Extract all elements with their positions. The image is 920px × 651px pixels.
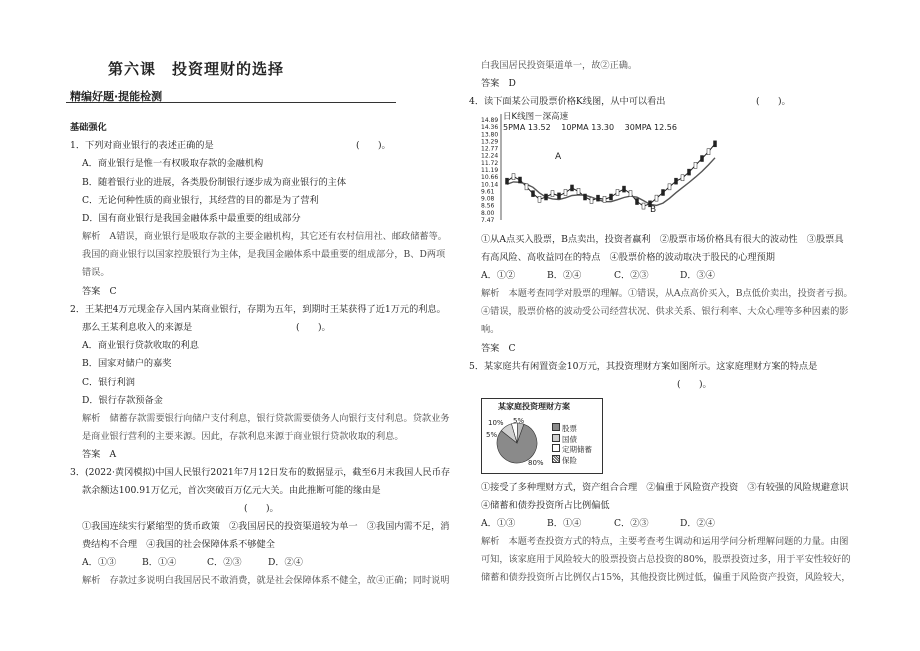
q2-option-c: C．银行利润 — [82, 377, 135, 388]
k-chart-candle — [610, 194, 613, 200]
k-chart-candle — [577, 188, 580, 194]
k-chart-candle — [512, 174, 515, 180]
q4-answer: 答案 C — [481, 343, 516, 354]
q5-explain-1: 解析 本题考查投资方式的特点，主要考查考生调动和运用学问分析理解问题的力量。由图 — [481, 536, 849, 547]
k-chart-tick-label: 13.29 — [481, 138, 499, 146]
legend-swatch — [552, 455, 560, 463]
q1-option-c: C．无论何种性质的商业银行，其经营的目的都是为了营利 — [82, 195, 319, 206]
q5-explain-2: 可知，该家庭用于风险较大的股票投资占总投资的80%，股票投资过多，用于平安性较好的 — [481, 554, 851, 565]
q5-paren: ( )。 — [677, 379, 712, 390]
q3-stem-2: 款余额达100.91万亿元，首次突破百万亿元大关。由此推断可能的缘由是 — [82, 485, 381, 496]
section-label: 精编好题·提能检测 — [70, 90, 163, 103]
k-chart-candle — [558, 193, 561, 199]
k-chart-candle — [590, 197, 593, 203]
k-chart-candle — [714, 141, 717, 147]
q3-items-1: ①我国连续实行紧缩型的货币政策 ②我国居民的投资渠道较为单一 ③我国内需不足，消 — [82, 521, 450, 532]
k-chart-candle — [519, 177, 522, 183]
q2-explain-2: 是商业银行营利的主要来源。因此，存款利息来源于商业银行贷款收取的利息。 — [82, 431, 404, 442]
pie-title: 某家庭投资理财方案 — [498, 402, 570, 411]
k-chart-tick-label: 13.80 — [481, 131, 499, 139]
pie-label-dingqi: 5% — [513, 417, 525, 425]
k-chart-candle — [655, 195, 658, 201]
k-chart-candle — [668, 184, 671, 190]
k-chart-candle — [681, 175, 684, 181]
legend-label: 定期储蓄 — [562, 445, 592, 454]
k-chart-candle — [616, 189, 619, 195]
q4-choice-b: B．②④ — [547, 270, 582, 281]
k-chart-candle — [584, 194, 587, 200]
q1-paren: ( )。 — [356, 140, 391, 151]
q4-items-1: ①从A点买入股票，B点卖出，投资者赢利 ②股票市场价格具有很大的波动性 ③股票具 — [481, 234, 844, 245]
legend-item-gupiao — [552, 423, 592, 434]
k-chart-candle — [694, 162, 697, 168]
q3-items-2: 费结构不合理 ④我国的社会保障体系不够健全 — [82, 539, 275, 550]
k-chart-candle — [623, 186, 626, 192]
q1-explain-3: 错误。 — [82, 267, 110, 278]
q3-paren: ( )。 — [244, 503, 279, 514]
q2-paren: ( )。 — [296, 322, 331, 333]
k-chart-candle — [629, 191, 632, 197]
k-chart-candle — [506, 178, 509, 184]
q2-stem-1: 2．王某把4万元现金存入国内某商业银行，存期为五年，到期时王某获得了近1万元的利息。 — [70, 304, 446, 315]
legend-item-dingqi — [552, 444, 592, 455]
q4-choice-d: D．③④ — [680, 270, 715, 281]
q4-explain-1: 解析 本题考查同学对股票的理解。①错误，从A点高价买入，B点低价卖出，投资者亏损。 — [481, 288, 853, 299]
q2-stem-2: 那么王某利息收入的来源是 — [82, 322, 193, 333]
k-chart-tick-label: 12.24 — [481, 152, 499, 160]
q3-choice-c: C．②③ — [207, 557, 242, 568]
k-chart-tick-label: 11.72 — [481, 159, 499, 167]
k-chart-tick-label: 9.61 — [481, 188, 495, 196]
k-chart-tick-label: 10.14 — [481, 181, 499, 189]
point-a-label: A — [555, 152, 562, 162]
k-chart-tick-label: 11.19 — [481, 167, 499, 174]
q4-explain-2: ④错误，股票价格的波动受公司经营状况、供求关系、银行利率、大众心理等多种因素的影 — [481, 306, 849, 317]
legend-label: 国债 — [562, 434, 577, 444]
q5-explain-3: 储蓄和债券投资所占比例仅占15%，其他投资比例过低，偏重于风险资产投资，风险较大， — [481, 572, 851, 583]
stock-k-chart — [481, 112, 721, 225]
q1-option-b: B．随着银行业的进展，各类股份制银行逐步成为商业银行的主体 — [82, 177, 347, 188]
k-chart-tick-label: 9.08 — [481, 195, 495, 203]
k-chart-ma-legend: 5PMA 13.52 10PMA 13.30 30MPA 12.56 — [503, 123, 677, 132]
q4-stem: 4．读下面某公司股票价格K线图，从中可以看出 — [469, 96, 666, 107]
q5-choice-a: A．①③ — [481, 518, 516, 529]
pie-legend — [552, 423, 592, 465]
k-chart-candle — [701, 156, 704, 162]
k-chart-candle — [688, 169, 691, 175]
legend-item-guozhai — [552, 434, 592, 445]
q4-paren: ( )。 — [756, 96, 791, 107]
k-chart-candle — [545, 194, 548, 200]
q4-explain-3: 响。 — [481, 324, 500, 335]
k-chart-candle — [538, 196, 541, 202]
k-chart-tick-label: 8.56 — [481, 202, 495, 210]
section-header — [66, 88, 396, 101]
pie-label-baoxian: 5% — [486, 431, 498, 439]
q3-explain-cont: 白我国居民投资渠道单一，故②正确。 — [481, 60, 638, 71]
q1-explain-1: 解析 A错误，商业银行是吸取存款的主要金融机构，其它还有农村信用社、邮政储蓄等。 — [82, 231, 447, 242]
k-chart-candle — [571, 185, 574, 191]
q1-stem: 1．下列对商业银行的表述正确的是 — [70, 140, 214, 151]
q5-choice-b: B．①④ — [547, 518, 582, 529]
subsection-title: 基础强化 — [70, 122, 107, 133]
section-divider — [66, 102, 396, 103]
k-chart-candle — [603, 196, 606, 202]
k-chart-candle — [707, 149, 710, 155]
pie-label-gupiao: 80% — [528, 459, 544, 467]
k-chart-tick-label: 7.47 — [481, 217, 495, 224]
q3-choice-b: B．①④ — [142, 557, 177, 568]
k-chart-tick-label: 8.00 — [481, 209, 495, 217]
q3-choice-d: D．②④ — [268, 557, 303, 568]
k-chart-tick-label: 14.36 — [481, 124, 499, 132]
k-chart-candle — [564, 189, 567, 195]
legend-label: 股票 — [562, 424, 577, 433]
k-chart-tick-label: 14.89 — [481, 117, 499, 124]
pie-chart-box — [481, 398, 603, 474]
legend-swatch — [552, 444, 560, 452]
k-chart-candle — [675, 178, 678, 184]
q3-explain: 解析 存款过多说明白我国居民不敢消费，就是社会保障体系不健全，故④正确；同时说明 — [82, 575, 450, 586]
q1-option-a: A．商业银行是惟一有权吸取存款的金融机构 — [82, 158, 264, 169]
legend-swatch — [552, 434, 560, 442]
q1-answer: 答案 C — [82, 286, 117, 297]
k-chart-candle — [636, 199, 639, 205]
q5-stem: 5．某家庭共有闲置资金10万元，其投资理财方案如图所示。这家庭理财方案的特点是 — [469, 361, 818, 372]
q4-choice-c: C．②③ — [614, 270, 649, 281]
q5-choice-d: D．②④ — [680, 518, 715, 529]
k-chart-candle — [662, 189, 665, 195]
k-chart-title: 日K线图－深高速 — [503, 112, 569, 122]
k-chart-candle — [597, 195, 600, 201]
legend-label: 保险 — [562, 455, 577, 465]
q3-stem-1: 3．(2022·黄冈模拟)中国人民银行2021年7月12日发布的数据显示，截至6月末我国人民币存 — [70, 467, 451, 478]
k-chart-candle — [551, 191, 554, 197]
lesson-title: 第六课 投资理财的选择 — [108, 60, 285, 78]
k-chart-candle — [642, 203, 645, 209]
q5-items-1: ①接受了多种理财方式，资产组合合理 ②偏重于风险资产投资 ③有较强的风险规避意识 — [481, 482, 849, 493]
k-chart-tick-label: 10.66 — [481, 174, 499, 182]
q3-choice-a: A．①③ — [82, 557, 117, 568]
q2-option-b: B．国家对储户的嘉奖 — [82, 358, 172, 369]
legend-item-baoxian — [552, 455, 592, 466]
q2-option-d: D．银行存款预备金 — [82, 395, 163, 406]
q5-choice-c: C．②③ — [614, 518, 649, 529]
legend-swatch — [552, 423, 560, 431]
q4-items-2: 有高风险、高收益同在的特点 ④股票价格的波动取决于股民的心理预期 — [481, 252, 775, 263]
pie-label-guozhai: 10% — [488, 419, 504, 427]
k-chart-candle — [532, 191, 535, 197]
point-b-label: B — [650, 205, 657, 215]
k-chart-tick-label: 12.77 — [481, 145, 499, 153]
q2-explain-1: 解析 储蓄存款需要银行向储户支付利息，银行贷款需要债务人向银行支付利息。贷款业务 — [82, 413, 450, 424]
q2-option-a: A．商业银行贷款收取的利息 — [82, 340, 199, 351]
q1-option-d: D．国有商业银行是我国金融体系中最重要的组成部分 — [82, 213, 301, 224]
q5-items-2: ④储蓄和债券投资所占比例偏低 — [481, 500, 610, 511]
q2-answer: 答案 A — [82, 449, 117, 460]
q3-answer: 答案 D — [481, 78, 516, 89]
k-chart-candle — [525, 184, 528, 190]
q4-choice-a: A．①② — [481, 270, 516, 281]
q1-explain-2: 我国的商业银行以国家控股银行为主体，是我国金融体系中最重要的组成部分，B、D两项 — [82, 249, 446, 260]
